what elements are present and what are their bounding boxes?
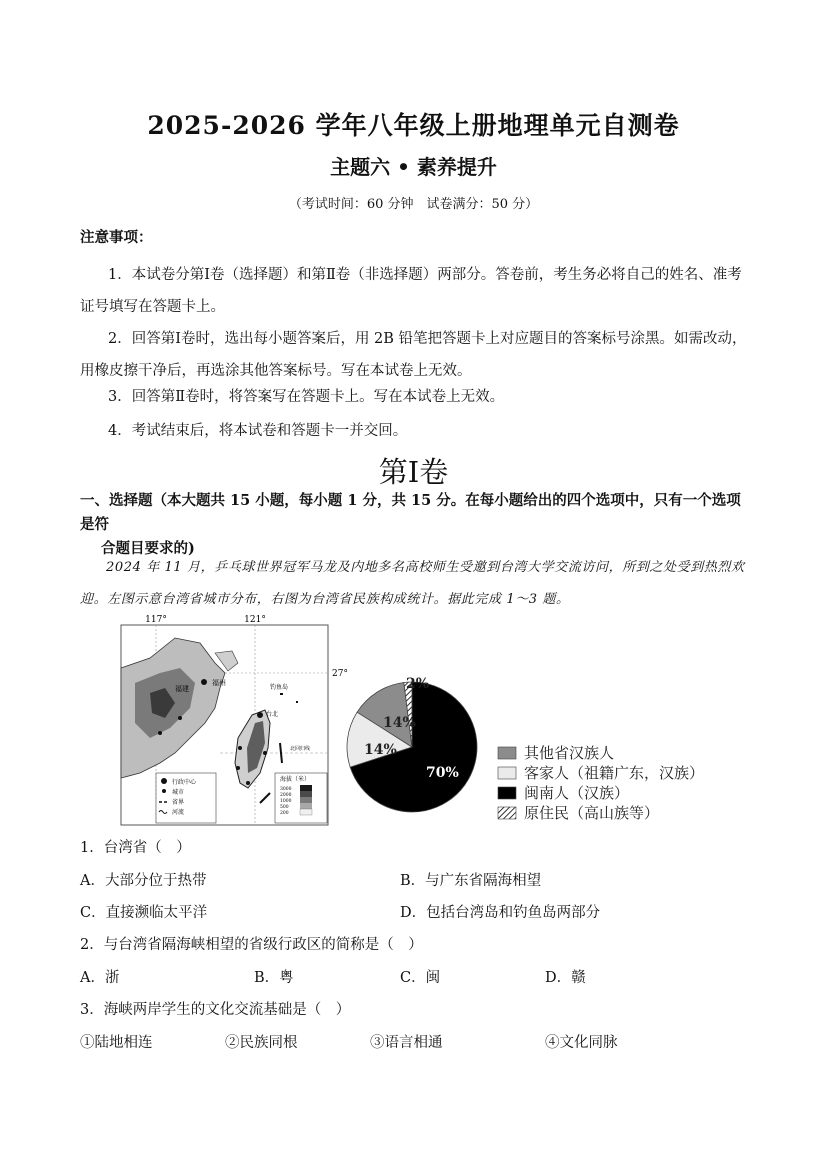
legend-city-symbol — [162, 789, 166, 793]
notice-item-1: 1．本试卷分第Ⅰ卷（选择题）和第Ⅱ卷（非选择题）两部分。答卷前，考生务必将自己的姓名、准考证号填写在答题卡上。 — [80, 267, 742, 315]
question-3-statement-3[interactable]: ③语言相通 — [370, 1035, 443, 1051]
legend-label: 客家人（祖籍广东，汉族） — [524, 764, 705, 782]
islet — [296, 701, 298, 703]
elevation-title: 海拔（米） — [280, 776, 311, 783]
exam-title: 2025-2026 学年八年级上册地理单元自测卷 — [147, 111, 680, 140]
question-2-option-b[interactable]: B．粤 — [254, 970, 294, 986]
ethnic-composition-pie-chart — [340, 665, 710, 830]
legend-swatch — [498, 787, 516, 799]
legend-label: 闽南人（汉族） — [524, 784, 630, 802]
elevation-swatch — [300, 785, 312, 791]
question-2-option-a[interactable]: A．浙 — [80, 970, 120, 986]
legend-swatch — [498, 747, 516, 759]
question-2-stem: 2．与台湾省隔海峡相望的省级行政区的简称是（ ） — [80, 937, 423, 953]
city-dot — [178, 716, 182, 720]
question-3-stem: 3．海峡两岸学生的文化交流基础是（ ） — [80, 1002, 351, 1018]
legend-admin-label: 行政中心 — [172, 779, 197, 786]
fuzhou-admin-center — [201, 679, 207, 685]
elevation-swatch — [300, 797, 312, 803]
elevation-level: 1000 — [280, 799, 292, 804]
notice-item-3: 3．回答第Ⅱ卷时，将答案写在答题卡上。写在本试卷上无效。 — [108, 389, 505, 405]
pie-slice-label: 14% — [383, 715, 416, 731]
question-2-option-d[interactable]: D．赣 — [545, 970, 586, 986]
question-2-option-c[interactable]: C．闽 — [400, 970, 441, 986]
section-title: 第Ⅰ卷 — [378, 455, 449, 489]
legend-admin-symbol — [161, 778, 167, 784]
city-dot — [236, 766, 240, 770]
elevation-swatch — [300, 791, 312, 797]
notice-item-2: 2．回答第Ⅰ卷时，选出每小题答案后，用 2B 铅笔把答题卡上对应题目的答案标号涂黑。如需改动，用橡皮擦干净后，再选涂其他答案标号。写在本试卷上无效。 — [80, 331, 747, 379]
exam-info: （考试时间：60 分钟 试卷满分：50 分） — [288, 197, 539, 212]
taipei-admin-center — [257, 712, 263, 718]
diaoyu-island — [280, 693, 283, 695]
legend-label: 原住民（高山族等） — [524, 804, 660, 822]
taiwan-city-map — [120, 613, 348, 828]
section-instructions-line1: 一、选择题（本大题共 15 小题，每小题 1 分，共 15 分。在每小题给出的四个选项中，只有一个选项是符 — [80, 492, 741, 533]
elevation-swatch — [300, 803, 312, 809]
question-3-statement-1[interactable]: ①陆地相连 — [80, 1035, 153, 1051]
elevation-level: 200 — [280, 811, 289, 816]
legend-border-label: 省界 — [172, 799, 185, 806]
question-1-stem: 1．台湾省（ ） — [80, 840, 191, 856]
label-fuzhou: 福州 — [212, 679, 226, 687]
legend-swatch — [498, 807, 516, 819]
city-dot — [263, 751, 267, 755]
pie-slice-label: 70% — [426, 765, 459, 781]
notice-heading: 注意事项： — [80, 229, 153, 246]
section-instructions-line2: 合题目要求的) — [101, 540, 195, 557]
pie-slice-label: 14% — [364, 742, 397, 758]
question-3-statement-4[interactable]: ④文化同脉 — [545, 1035, 618, 1051]
legend-swatch — [498, 767, 516, 779]
city-dot — [238, 746, 242, 750]
question-1-option-c[interactable]: C．直接濒临太平洋 — [80, 905, 208, 921]
elevation-level: 3000 — [280, 787, 292, 792]
city-dot — [158, 731, 162, 735]
legend-city-label: 城市 — [172, 789, 185, 796]
question-1-option-b[interactable]: B．与广东省隔海相望 — [400, 873, 542, 889]
passage: 2024 年 11 月，乒乓球世界冠军马龙及内地多名高校师生受邀到台湾大学交流访问，所到之处受到热烈欢迎。左图示意台湾省城市分布，右图为台湾省民族构成统计。据此完成 1～3 题。 — [80, 560, 745, 607]
label-tropic: 北回归线 — [290, 746, 311, 752]
elevation-level: 2000 — [280, 793, 292, 798]
pie-legend — [498, 744, 704, 822]
pie-slice-label: 2% — [406, 676, 430, 692]
city-dot — [246, 781, 250, 785]
section-instructions — [80, 489, 750, 561]
exam-subtitle: 主题六 • 素养提升 — [330, 155, 497, 179]
elevation-level: 500 — [280, 805, 289, 810]
lon-label-121: 121° — [244, 615, 266, 625]
notice-item-4: 4．考试结束后，将本试卷和答题卡一并交回。 — [108, 423, 408, 439]
label-fujian: 福建 — [175, 685, 189, 693]
label-taipei: 台北 — [266, 711, 279, 718]
label-diaoyu: 钓鱼岛 — [270, 684, 289, 691]
lon-label-117: 117° — [145, 615, 167, 625]
question-1-option-a[interactable]: A．大部分位于热带 — [80, 873, 207, 889]
question-1-option-d[interactable]: D．包括台湾岛和钓鱼岛两部分 — [400, 905, 601, 921]
lat-label-27: 27° — [332, 669, 348, 679]
legend-label: 其他省汉族人 — [524, 744, 615, 762]
question-3-statement-2[interactable]: ②民族同根 — [225, 1035, 298, 1051]
elevation-swatch — [300, 809, 312, 815]
legend-river-label: 河流 — [172, 809, 185, 816]
